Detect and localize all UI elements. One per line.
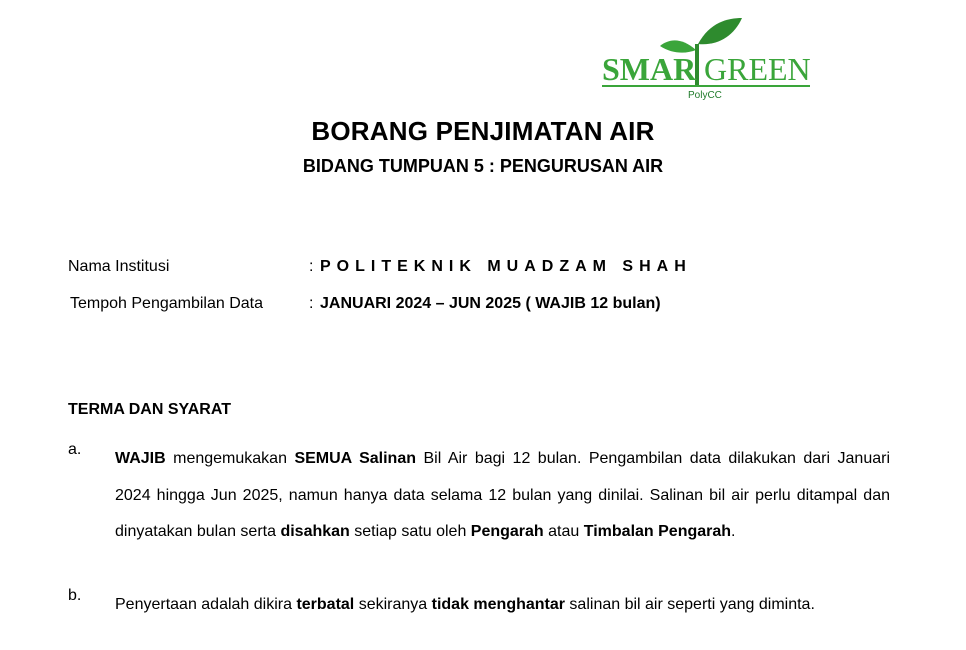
term-run: . bbox=[731, 523, 736, 540]
smartgreen-logo bbox=[600, 16, 812, 100]
smartgreen-logo-graphic bbox=[600, 16, 812, 100]
logo-leaf-right-icon bbox=[698, 18, 742, 44]
term-emphasis: disahkan bbox=[280, 523, 350, 540]
term-emphasis: Pengarah bbox=[470, 523, 544, 540]
logo-tagline: PolyCC bbox=[688, 90, 722, 100]
period-value: JANUARI 2024 – JUN 2025 ( WAJIB 12 bulan) bbox=[320, 295, 661, 312]
institution-value: POLITEKNIK MUADZAM SHAH bbox=[320, 258, 692, 275]
term-run: sekiranya bbox=[354, 596, 432, 613]
term-text bbox=[115, 441, 890, 551]
term-run: Penyertaan adalah dikira bbox=[115, 596, 297, 613]
term-run: Bil Air bagi 12 bulan. Pengambilan data dilakukan dari Januari 2024 hingga Jun 2025, namun hanya data selama 12 bulan yang dinilai. Salinan bil air perlu ditampal dan dinyatakan bulan serta bbox=[115, 450, 890, 540]
term-marker: a. bbox=[68, 441, 82, 458]
period-label: Tempoh Pengambilan Data bbox=[70, 295, 264, 312]
terms-heading: TERMA DAN SYARAT bbox=[68, 401, 231, 418]
term-emphasis: terbatal bbox=[296, 596, 355, 613]
institution-label: Nama Institusi bbox=[68, 258, 170, 275]
term-emphasis: SEMUA Salinan bbox=[294, 450, 416, 467]
logo-brand-right: GREEN bbox=[704, 51, 811, 87]
term-emphasis: tidak menghantar bbox=[431, 596, 565, 613]
page-subtitle: BIDANG TUMPUAN 5 : PENGURUSAN AIR bbox=[302, 156, 664, 176]
term-run: setiap satu oleh bbox=[349, 523, 471, 540]
term-marker: b. bbox=[68, 587, 82, 604]
term-run: atau bbox=[543, 523, 584, 540]
term-run: mengemukakan bbox=[165, 450, 295, 467]
term-emphasis: Timbalan Pengarah bbox=[583, 523, 732, 540]
institution-colon: : bbox=[309, 258, 314, 275]
page-title: BORANG PENJIMATAN AIR bbox=[311, 116, 655, 146]
logo-brand-left: SMAR bbox=[602, 51, 697, 87]
term-emphasis: WAJIB bbox=[115, 450, 166, 467]
term-run: salinan bil air seperti yang diminta. bbox=[564, 596, 815, 613]
period-colon: : bbox=[309, 295, 314, 312]
term-text bbox=[115, 587, 890, 624]
